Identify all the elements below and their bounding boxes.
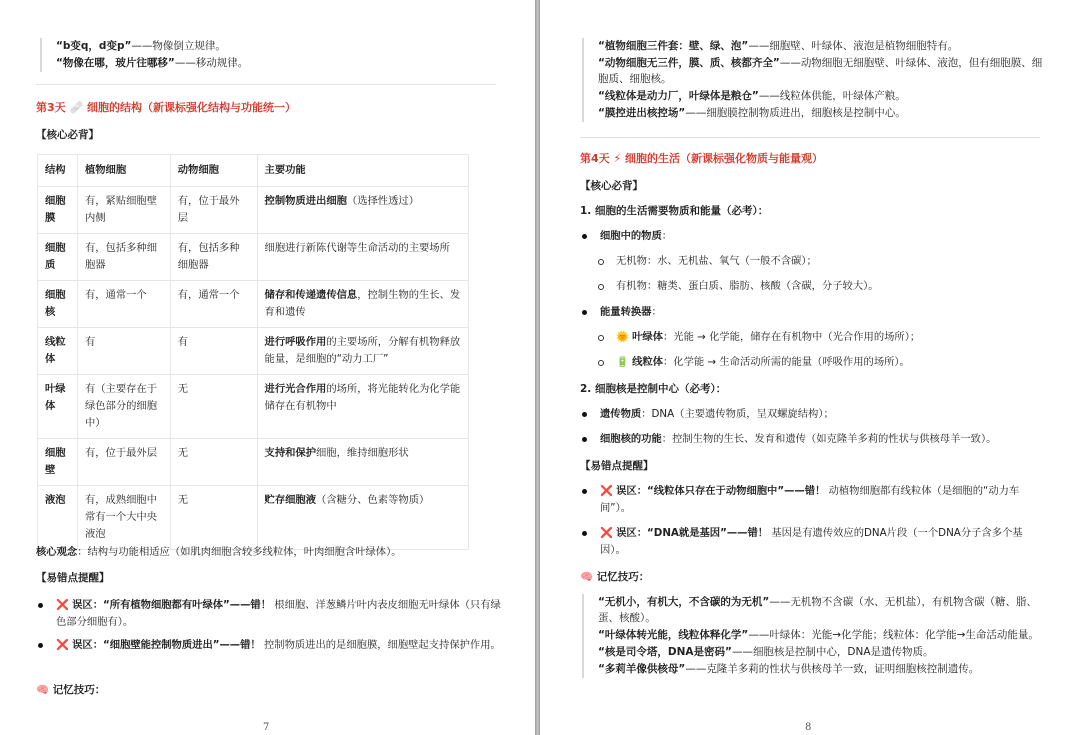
cell-function [257,234,468,281]
quote-line [598,661,1050,677]
list-item [596,253,1046,270]
cell-plant: 有，位于最外层 [77,439,170,486]
cell-animal: 有 [170,328,257,375]
cell-function [257,439,468,486]
mistake-list [36,597,502,654]
cell-function [257,281,468,328]
core-label: 【核心必背】 [580,180,643,192]
page-number: 7 [263,722,270,733]
mistake-bold: 误区：“细胞壁能控制物质进出”——错！ [72,639,261,651]
header-plant: 植物细胞 [77,155,170,187]
quote-bold: “物像在哪，玻片往哪移” [56,57,175,69]
cell-plant: 有，包括多种细胞器 [77,234,170,281]
genetic-label: 遗传物质 [600,408,642,420]
table-row [38,281,469,328]
header-function: 主要功能 [257,155,468,187]
list-item [580,483,1046,517]
table-row [38,439,469,486]
function-bold: 控制物质进出细胞 [264,195,347,207]
top-quote-right [582,38,1044,122]
cross-icon: ❌ [600,527,613,539]
mistake-bold: 误区：“线粒体只存在于动物细胞中”——错！ [616,485,826,497]
mistake-bold: 误区：“DNA就是基因”——错！ [616,527,769,539]
mistake-text: 动植物细胞都有线粒体（是细胞的“动力车间”）。 [600,485,1020,514]
converter-list [580,304,1050,321]
section1-title: 1. 细胞的生活需要物质和能量（必考）： [580,205,769,217]
converter-label: 能量转换器 [600,306,652,318]
converter-colon: ： [651,306,662,318]
chloroplast-text: ：光能 → 化学能，储存在有机物中（光合作用的场所）； [663,331,921,343]
memory-label: 🧠 记忆技巧： [36,684,106,696]
header-structure: 结构 [38,155,78,187]
cell-animal: 无 [170,439,257,486]
quote-text: ——细胞壁、叶绿体、液泡是植物细胞特有。 [748,40,959,52]
day3-title: 第3天 🩹 细胞的结构（新课标强化结构与功能统一） [36,101,297,114]
materials-sublist [596,253,1046,295]
quote-text: ——无机物不含碳（水、无机盐），有机物含碳（糖、脂、蛋、核酸）。 [598,596,1038,624]
function-bold: 进行呼吸作用 [264,336,327,348]
cross-icon: ❌ [56,599,69,611]
materials-label: 细胞中的物质 [600,230,662,242]
sun-icon: 🌞 [616,331,629,343]
quote-line [56,38,500,54]
table-header-row [38,155,469,187]
cell-structure-table [37,154,469,550]
chloroplast-label: 叶绿体 [632,331,663,343]
section2-title: 2. 细胞核是控制中心（必考）： [580,383,727,395]
cell-plant: 有，成熟细胞中常有一个大中央液泡 [77,486,170,550]
cross-icon: ❌ [600,485,613,497]
quote-bold: “核是司令塔，DNA是密码” [598,646,732,658]
function-text: ，控制生物的生长、发育和遗传 [264,289,461,318]
quote-line [56,55,500,71]
quote-text: ——克隆羊多莉的性状与供核母羊一致，证明细胞核控制遗传。 [685,663,980,675]
list-item [36,597,502,631]
nucleus-list [580,406,1060,448]
page-number: 8 [805,722,812,733]
materials-list [580,228,1050,245]
mistake-list [580,483,1046,559]
quote-text: ——物像倒立规律。 [131,40,226,52]
mistake-text: 根细胞、洋葱鳞片叶内表皮细胞无叶绿体（只有绿色部分细胞有）。 [56,599,501,628]
inorganic-text: 无机物：水、无机盐、氧气（一般不含碳）； [616,255,817,267]
cell-function [257,328,468,375]
cell-function [257,187,468,234]
cell-function [257,375,468,439]
cell-structure: 细胞核 [38,281,78,328]
function-bold: 储存和传递遗传信息 [264,289,358,301]
cell-plant: 有 [77,328,170,375]
function-text: （含糖分、色素等物质） [316,494,430,506]
day4-title: 第4天 ⚡ 细胞的生活（新课标强化物质与能量观） [580,152,824,165]
core-label: 【核心必背】 [36,129,99,141]
core-idea [36,544,506,561]
quote-text: ——动物细胞无细胞壁、叶绿体、液泡，但有细胞膜、细胞质、细胞核。 [598,57,1043,85]
quote-bold: “动物细胞无三件，膜、质、核都齐全” [598,57,780,69]
list-item [596,354,1056,371]
quote-text: ——细胞核是控制中心，DNA是遗传物质。 [731,646,934,658]
quote-text: ——移动规律。 [174,57,249,69]
table-row [38,486,469,550]
quote-text: ——叶绿体：光能→化学能；线粒体：化学能→生命活动能量。 [748,629,1039,641]
function-bold: 贮存细胞液 [264,494,317,506]
cell-structure: 液泡 [38,486,78,550]
quote-bold: “无机小，有机大，不含碳的为无机” [598,596,770,608]
quote-line [598,627,1050,643]
list-item [580,228,1050,245]
function-text: 的场所，将光能转化为化学能储存在有机物中 [264,383,461,412]
quote-line [598,594,1050,626]
converter-sublist [596,329,1056,371]
memory-label: 🧠 记忆技巧： [580,571,650,583]
cell-animal: 无 [170,486,257,550]
quote-bold: “多莉羊像供核母” [598,663,686,675]
memory-quote [582,594,1050,678]
cell-animal: 无 [170,375,257,439]
cross-icon: ❌ [56,639,69,651]
table-row [38,234,469,281]
list-item [580,525,1046,559]
core-idea-text: ：结构与功能相适应（如肌肉细胞含较多线粒体，叶肉细胞含叶绿体）。 [77,546,402,558]
nucleus-label: 细胞核的功能 [600,433,662,445]
page-7 [0,0,535,735]
quote-line [598,644,1050,660]
quote-bold: “膜控进出核控场” [598,107,686,119]
list-item [36,637,502,654]
quote-line [598,55,1044,87]
function-bold: 支持和保护 [264,447,317,459]
materials-colon: ： [661,230,673,242]
mistake-label: 【易错点提醒】 [580,460,654,472]
cell-function [257,486,468,550]
cell-animal: 有，通常一个 [170,281,257,328]
cell-animal: 有，包括多种细胞器 [170,234,257,281]
quote-line [598,105,1044,121]
function-text: 细胞进行新陈代谢等生命活动的主要场所 [264,242,450,254]
quote-bold: “b变q，d变p” [56,40,132,52]
mistake-label: 【易错点提醒】 [36,572,110,584]
cell-structure: 线粒体 [38,328,78,375]
cell-structure: 细胞质 [38,234,78,281]
cell-plant: 有，通常一个 [77,281,170,328]
header-animal: 动物细胞 [170,155,257,187]
table-row [38,187,469,234]
list-item [580,406,1060,423]
genetic-text: ：DNA（主要遗传物质，呈双螺旋结构）； [641,408,834,420]
function-text: 的主要场所，分解有机物释放能量，是细胞的“动力工厂” [264,336,461,365]
quote-text: ——细胞膜控制物质进出，细胞核是控制中心。 [685,107,906,119]
quote-bold: “线粒体是动力厂，叶绿体是粮仓” [598,90,759,102]
list-item [596,329,1056,346]
mistake-text: 基因是有遗传效应的DNA片段（一个DNA分子含多个基因）。 [600,527,1023,556]
quote-bold: “叶绿体转光能，线粒体释化学” [598,629,749,641]
nucleus-text: ：控制生物的生长、发育和遗传（如克隆羊多莉的性状与供核母羊一致）。 [661,433,997,445]
divider [36,84,496,85]
list-item [580,431,1060,448]
cell-plant: 有（主要存在于绿色部分的细胞中） [77,375,170,439]
quote-bold: “植物细胞三件套：壁、绿、泡” [598,40,749,52]
function-bold: 进行光合作用 [264,383,327,395]
cell-structure: 细胞膜 [38,187,78,234]
battery-icon: 🔋 [616,356,629,368]
mitochondria-label: 线粒体 [632,356,663,368]
function-text: 细胞，维持细胞形状 [316,447,409,459]
table-row [38,328,469,375]
cell-plant: 有，紧贴细胞壁内侧 [77,187,170,234]
mistake-text: 控制物质进出的是细胞膜，细胞壁起支持保护作用。 [260,639,501,651]
cell-structure: 细胞壁 [38,439,78,486]
page-8 [540,0,1080,735]
core-idea-label: 核心观念 [36,546,78,558]
cell-structure: 叶绿体 [38,375,78,439]
divider [580,137,1040,138]
quote-text: ——线粒体供能，叶绿体产粮。 [758,90,906,102]
list-item [580,304,1050,321]
quote-line [598,88,1044,104]
organic-text: 有机物：糖类、蛋白质、脂肪、核酸（含碳，分子较大）。 [616,280,879,292]
table-row [38,375,469,439]
cell-animal: 有，位于最外层 [170,187,257,234]
top-quote-left [40,38,500,72]
mitochondria-text: ：化学能 → 生命活动所需的能量（呼吸作用的场所）。 [663,356,910,368]
function-text: （选择性透过） [346,195,419,207]
list-item [596,278,1046,295]
mistake-bold: 误区：“所有植物细胞都有叶绿体”——错！ [72,599,271,611]
quote-line [598,38,1044,54]
